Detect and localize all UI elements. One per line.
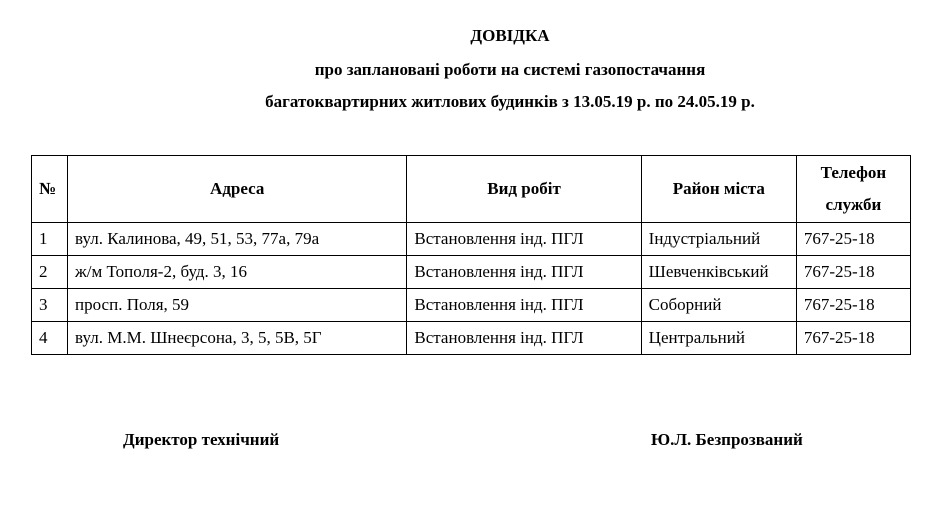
table-row bbox=[32, 256, 911, 289]
cell-work: Встановлення інд. ПГЛ bbox=[407, 256, 641, 289]
cell-phone: 767-25-18 bbox=[796, 223, 910, 256]
header-phone: Телефон служби bbox=[796, 156, 910, 223]
cell-work: Встановлення інд. ПГЛ bbox=[407, 289, 641, 322]
table-header-row bbox=[32, 156, 911, 223]
cell-address: вул. М.М. Шнеєрсона, 3, 5, 5В, 5Г bbox=[68, 322, 407, 355]
cell-phone: 767-25-18 bbox=[796, 256, 910, 289]
header-work: Вид робіт bbox=[407, 156, 641, 223]
cell-district: Шевченківський bbox=[641, 256, 796, 289]
cell-num: 2 bbox=[32, 256, 68, 289]
cell-phone: 767-25-18 bbox=[796, 289, 910, 322]
header-num: № bbox=[32, 156, 68, 223]
cell-district: Центральний bbox=[641, 322, 796, 355]
document-title: ДОВІДКА bbox=[470, 26, 550, 45]
cell-num: 4 bbox=[32, 322, 68, 355]
cell-num: 1 bbox=[32, 223, 68, 256]
table-row bbox=[32, 322, 911, 355]
cell-phone: 767-25-18 bbox=[796, 322, 910, 355]
document-period: багатоквартирних житлових будинків з 13.05.19 р. по 24.05.19 р. bbox=[265, 92, 755, 111]
cell-address: просп. Поля, 59 bbox=[68, 289, 407, 322]
table-row bbox=[32, 289, 911, 322]
signature-name: Ю.Л. Безпрозваний bbox=[651, 430, 803, 449]
cell-num: 3 bbox=[32, 289, 68, 322]
cell-district: Соборний bbox=[641, 289, 796, 322]
cell-district: Індустріальний bbox=[641, 223, 796, 256]
cell-work: Встановлення інд. ПГЛ bbox=[407, 223, 641, 256]
signature-position: Директор технічний bbox=[123, 430, 280, 449]
document-subtitle: про заплановані роботи на системі газопостачання bbox=[314, 60, 706, 79]
cell-work: Встановлення інд. ПГЛ bbox=[407, 322, 641, 355]
cell-address: ж/м Тополя-2, буд. 3, 16 bbox=[68, 256, 407, 289]
cell-address: вул. Калинова, 49, 51, 53, 77а, 79а bbox=[68, 223, 407, 256]
works-table bbox=[31, 155, 911, 355]
header-district: Район міста bbox=[641, 156, 796, 223]
table-row bbox=[32, 223, 911, 256]
header-address: Адреса bbox=[68, 156, 407, 223]
